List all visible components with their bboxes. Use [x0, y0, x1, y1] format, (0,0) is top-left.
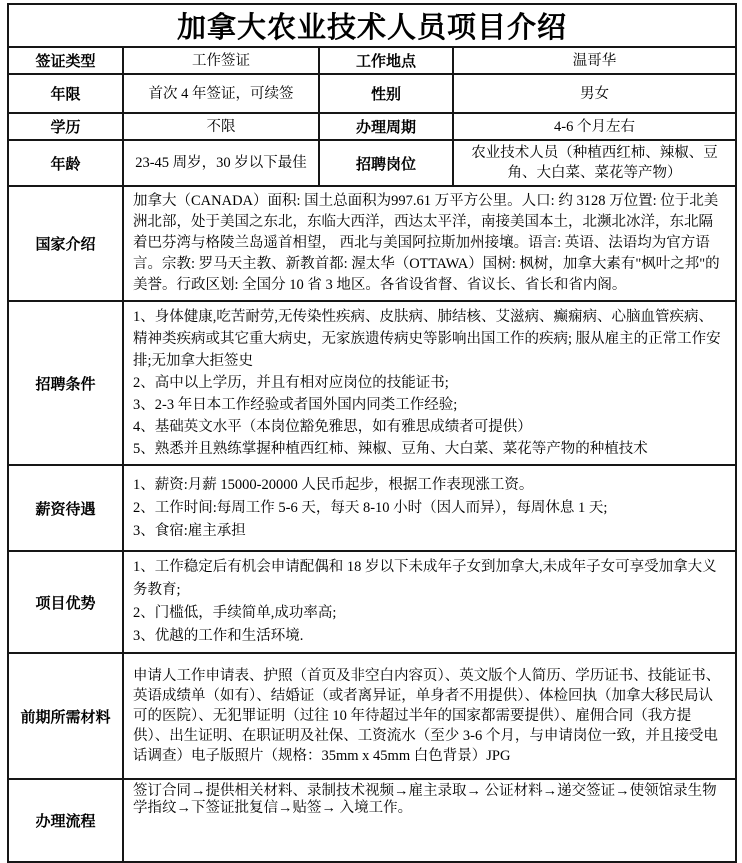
label-advantages: 项目优势: [8, 551, 123, 653]
label-processing-period: 办理周期: [319, 113, 453, 140]
label-salary: 薪资待遇: [8, 465, 123, 551]
label-country-intro: 国家介绍: [8, 186, 123, 301]
advantage-item: 3、优越的工作和生活环境.: [133, 628, 304, 644]
label-process: 办理流程: [8, 779, 123, 862]
value-processing-period: 4-6 个月左右: [453, 113, 736, 140]
value-work-location: 温哥华: [453, 47, 736, 74]
advantage-item: 2、门槛低，手续简单,成功率高;: [133, 605, 337, 621]
page-title: 加拿大农业技术人员项目介绍: [8, 4, 736, 47]
label-work-location: 工作地点: [319, 47, 453, 74]
label-gender: 性别: [319, 74, 453, 113]
label-age: 年龄: [8, 140, 123, 186]
text-recruit-conditions: [123, 301, 736, 465]
label-visa-type: 签证类型: [8, 47, 123, 74]
value-recruit-position: 农业技术人员（种植西红柿、辣椒、豆角、大白菜、菜花等产物）: [453, 140, 736, 186]
advantage-item: 1、工作稳定后有机会申请配偶和 18 岁以下未成年子女到加拿大,未成年子女可享受加拿大义务教育;: [133, 559, 717, 598]
value-education: 不限: [123, 113, 319, 140]
label-recruit-conditions: 招聘条件: [8, 301, 123, 465]
text-materials: 申请人工作申请表、护照（首页及非空白内容页）、英文版个人简历、学历证书、技能证书、英语成绩单（如有）、结婚证（或者离异证，单身者不用提供）、体检回执（加拿大移民局认可的医院）、无犯罪证明（过往 10 年待超过半年的国家都需要提供）、雇佣合同（我方提供）、出生证明、在职证明及社保、工资流水（至少 3-6 个月，与申请岗位一致，并且接受电话调查）电子版照片（规格：35mm x 45mm 白色背景）JPG: [123, 653, 736, 779]
salary-item: 3、食宿:雇主承担: [133, 522, 246, 539]
text-process: 签订合同→提供相关材料、录制技术视频→雇主录取→ 公证材料→递交签证→使领馆录生物学指纹→下签证批复信→贴签→ 入境工作。: [123, 779, 736, 862]
value-gender: 男女: [453, 74, 736, 113]
value-visa-type: 工作签证: [123, 47, 319, 74]
label-education: 学历: [8, 113, 123, 140]
value-age: 23-45 周岁，30 岁以下最佳: [123, 140, 319, 186]
condition-item: 2、高中以上学历，并且有相对应岗位的技能证书;: [133, 375, 449, 391]
text-salary: [123, 465, 736, 551]
condition-item: 1、身体健康,吃苦耐劳,无传染性疾病、皮肤病、肺结核、艾滋病、癫痫病、心脑血管疾病、精神类疾病或其它重大病史，无家族遗传病史等影响出国工作的疾病; 服从雇主的正常工作安排;无加拿大拒签史: [133, 309, 721, 369]
condition-item: 5、熟悉并且熟练掌握种植西红柿、辣椒、豆角、大白菜、菜花等产物的种植技术: [133, 441, 648, 457]
label-materials: 前期所需材料: [8, 653, 123, 779]
project-info-table: [7, 3, 737, 863]
condition-item: 3、2-3 年日本工作经验或者国外国内同类工作经验;: [133, 397, 458, 413]
salary-item: 2、工作时间:每周工作 5-6 天，每天 8-10 小时（因人而异），每周休息 1 天;: [133, 499, 608, 516]
salary-item: 1、薪资:月薪 15000-20000 人民币起步，根据工作表现涨工资。: [133, 476, 534, 493]
value-duration: 首次 4 年签证，可续签: [123, 74, 319, 113]
condition-item: 4、基础英文水平（本岗位豁免雅思，如有雅思成绩者可提供）: [133, 419, 532, 435]
text-advantages: [123, 551, 736, 653]
label-duration: 年限: [8, 74, 123, 113]
label-recruit-position: 招聘岗位: [319, 140, 453, 186]
text-country-intro: 加拿大（CANADA）面积: 国土总面积为997.61 万平方公里。人口: 约 3128 万位置: 位于北美洲北部，处于美国之东北，东临大西洋，西达太平洋，南接美国本土，北濒北冰洋，东北隔着巴芬湾与格陵兰岛遥首相望， 西北与美国阿拉斯加州接壤。语言: 英语、法语均为官方语言。宗教: 罗马天主教、新教首都: 渥太华（OTTAWA）国树: 枫树，加拿大素有"枫叶之邦"的美誉。行政区划: 全国分 10 省 3 地区。各省设省督、省议长、省长和省内阁。: [123, 186, 736, 301]
